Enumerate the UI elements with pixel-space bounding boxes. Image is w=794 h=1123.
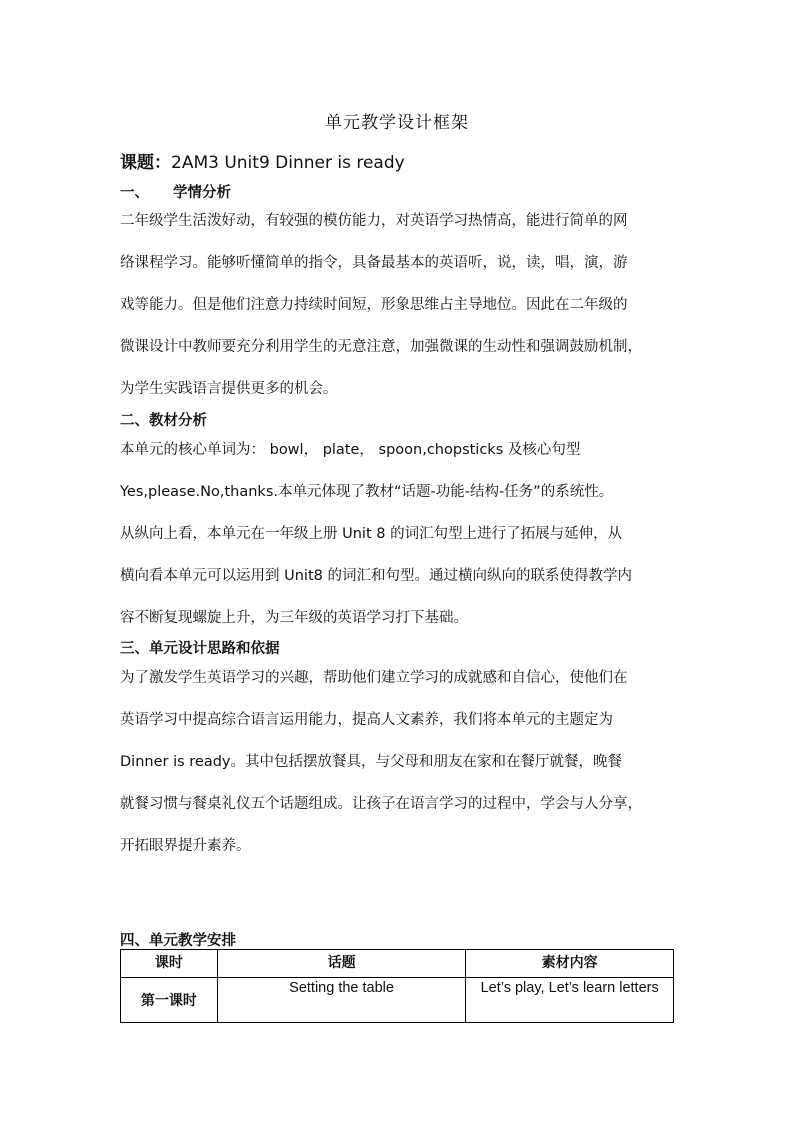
table-header-cell: 素材内容 — [466, 950, 674, 978]
table-header-cell: 话题 — [217, 950, 466, 978]
paragraph-line: Dinner is ready。其中包括摆放餐具，与父母和朋友在家和在餐厅就餐，晚餐 — [120, 754, 622, 770]
topic-cell: Setting the table — [217, 978, 466, 1023]
paragraph-line: 就餐习惯与餐桌礼仪五个话题组成。让孩子在语言学习的过程中，学会与人分享， — [120, 796, 642, 812]
lesson-prefix: 课题： — [120, 153, 171, 173]
line-part: spoon,chopsticks — [378, 442, 504, 458]
section-1-number: 一、 — [120, 185, 149, 201]
line-part: bowl， — [269, 442, 319, 458]
section-4-heading: 四、单元教学安排 — [120, 933, 236, 949]
paragraph-line: Yes,please.No,thanks.本单元体现了教材“话题-功能-结构-任务”的系统性。 — [120, 484, 614, 500]
section-2-paragraph — [120, 429, 680, 639]
period-cell: 第一课时 — [121, 978, 218, 1023]
paragraph-line: 为学生实践语言提供更多的机会。 — [120, 381, 338, 397]
section-3-paragraph — [120, 657, 680, 867]
lesson-title — [120, 148, 405, 173]
content-cell: Let’s play, Let’s learn letters — [466, 978, 674, 1023]
paragraph-line: 络课程学习。能够听懂简单的指令，具备最基本的英语听，说，读，唱，演，游 — [120, 255, 628, 271]
paragraph-line: 从纵向上看，本单元在一年级上册 Unit 8 的词汇句型上进行了拓展与延伸，从 — [120, 526, 623, 542]
paragraph-line: 开拓眼界提升素养。 — [120, 838, 251, 854]
section-1-paragraph — [120, 200, 680, 410]
section-1-heading — [120, 181, 231, 202]
table-row — [121, 978, 674, 1023]
schedule-table — [120, 949, 674, 1023]
line-part: 本单元的核心单词为： — [120, 442, 265, 458]
table-header-row — [121, 950, 674, 978]
paragraph-line: 二年级学生活泼好动，有较强的模仿能力，对英语学习热情高，能进行简单的网 — [120, 213, 628, 229]
paragraph-line: 容不断复现螺旋上升，为三年级的英语学习打下基础。 — [120, 610, 468, 626]
paragraph-line: 横向看本单元可以运用到 Unit8 的词汇和句型。通过横向纵向的联系使得教学内 — [120, 568, 632, 584]
paragraph-line: 英语学习中提高综合语言运用能力，提高人文素养，我们将本单元的主题定为 — [120, 712, 613, 728]
section-1-title: 学情分析 — [173, 185, 231, 201]
section-2-heading: 二、教材分析 — [120, 413, 207, 429]
line-part: plate， — [322, 442, 374, 458]
paragraph-line — [120, 429, 676, 471]
line-part: 及核心句型 — [507, 442, 581, 458]
lesson-name: 2AM3 Unit9 Dinner is ready — [171, 153, 405, 173]
paragraph-line: 戏等能力。但是他们注意力持续时间短，形象思维占主导地位。因此在二年级的 — [120, 297, 628, 313]
paragraph-line: 微课设计中教师要充分利用学生的无意注意，加强微课的生动性和强调鼓励机制， — [120, 339, 642, 355]
section-3-heading: 三、单元设计思路和依据 — [120, 641, 280, 657]
table-header-cell: 课时 — [121, 950, 218, 978]
paragraph-line: 为了激发学生英语学习的兴趣，帮助他们建立学习的成就感和自信心，使他们在 — [120, 670, 628, 686]
document-title: 单元教学设计框架 — [325, 113, 469, 133]
